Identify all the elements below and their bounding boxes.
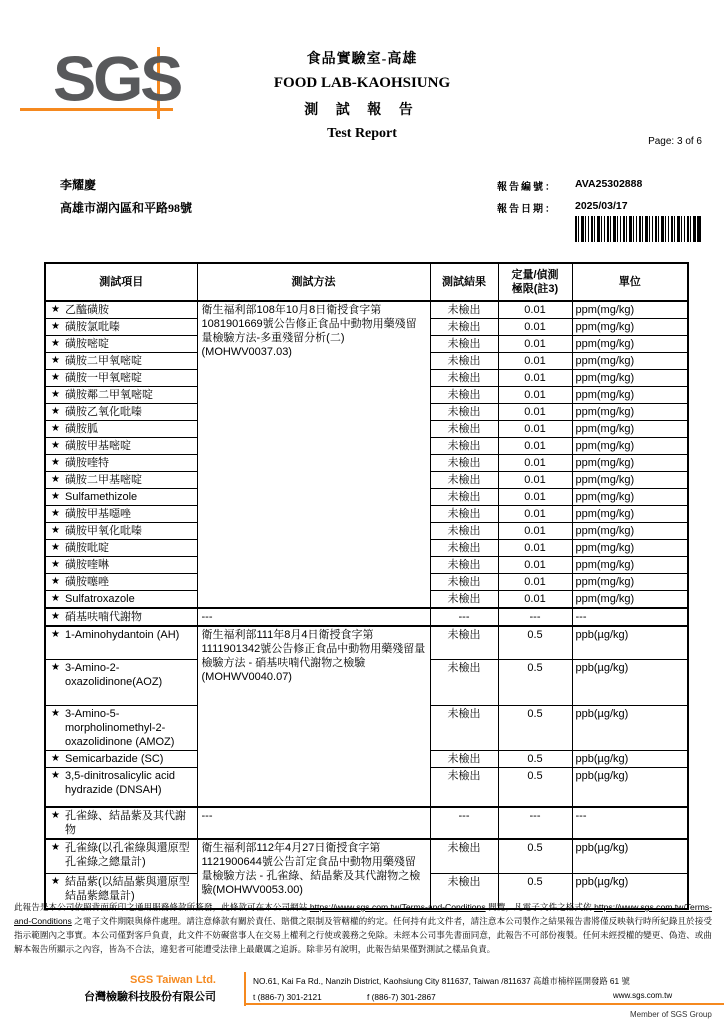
limit-header-line1: 定量/偵測	[511, 268, 559, 281]
result-cell: 未檢出	[430, 506, 498, 523]
test-item-cell: ★ 乙醯磺胺	[45, 301, 197, 319]
terms-link: https://www.sgs.com.tw/Terms-and-Conditions	[14, 902, 713, 926]
result-cell: 未檢出	[430, 873, 498, 909]
test-item-cell: ★ 磺胺乙氧化吡嗪	[45, 404, 197, 421]
unit-cell: ppm(mg/kg)	[572, 387, 688, 404]
unit-cell: ppb(µg/kg)	[572, 626, 688, 659]
result-cell: 未檢出	[430, 404, 498, 421]
lab-name-en: FOOD LAB-KAOHSIUNG	[273, 75, 451, 91]
test-method-cell: 衛生福利部112年4月27日衛授食字第1121900644號公告訂定食品中動物用藥殘留量檢驗方法 - 孔雀綠、結晶紫及其代謝物之檢驗(MOHWV0053.00)	[197, 839, 430, 909]
star-icon: ★	[51, 508, 60, 519]
star-icon: ★	[51, 611, 60, 622]
unit-cell: ppm(mg/kg)	[572, 336, 688, 353]
star-icon: ★	[51, 576, 60, 587]
result-cell: 未檢出	[430, 626, 498, 659]
results-table	[44, 262, 689, 910]
results-table-body	[45, 301, 688, 909]
company-name-zh: 台灣檢驗科技股份有限公司	[84, 991, 216, 1003]
star-icon: ★	[51, 304, 60, 315]
test-item-cell: ★ 磺胺一甲氧嘧啶	[45, 370, 197, 387]
limit-cell: 0.01	[498, 489, 572, 506]
result-cell: 未檢出	[430, 523, 498, 540]
unit-cell: ppm(mg/kg)	[572, 421, 688, 438]
test-item-cell: ★ 磺胺噻唑	[45, 574, 197, 591]
limit-cell: 0.01	[498, 574, 572, 591]
star-icon: ★	[51, 440, 60, 451]
star-icon: ★	[51, 338, 60, 349]
test-item-cell: ★ Sulfatroxazole	[45, 591, 197, 609]
result-cell: 未檢出	[430, 705, 498, 750]
limit-cell: 0.5	[498, 767, 572, 807]
unit-cell: ppb(µg/kg)	[572, 750, 688, 767]
unit-cell: ppm(mg/kg)	[572, 455, 688, 472]
star-icon: ★	[51, 491, 60, 502]
star-icon: ★	[51, 875, 60, 887]
test-item-cell: ★ 硝基呋喃代謝物	[45, 608, 197, 626]
sgs-logo-text: SGS	[53, 43, 181, 115]
limit-cell: 0.5	[498, 750, 572, 767]
test-method-cell: 衛生福利部108年10月8日衛授食字第1081901669號公告修正食品中動物用藥殘留量檢驗方法-多重殘留分析(二)(MOHWV0037.03)	[197, 301, 430, 608]
table-row	[45, 626, 688, 659]
result-cell: 未檢出	[430, 455, 498, 472]
unit-cell: ppm(mg/kg)	[572, 472, 688, 489]
sgs-logo	[20, 40, 190, 130]
company-name-en: SGS Taiwan Ltd.	[130, 974, 216, 986]
test-item-cell: ★ 磺胺胍	[45, 421, 197, 438]
table-header-row	[45, 263, 688, 301]
unit-cell: ppm(mg/kg)	[572, 370, 688, 387]
star-icon: ★	[51, 423, 60, 434]
limit-cell: 0.01	[498, 387, 572, 404]
bottom-bar	[0, 972, 724, 1024]
limit-cell: 0.01	[498, 336, 572, 353]
unit-cell: ---	[572, 807, 688, 839]
result-cell: 未檢出	[430, 353, 498, 370]
result-cell: ---	[430, 608, 498, 626]
test-item-cell: ★ 1-Aminohydantoin (AH)	[45, 626, 197, 659]
test-item-cell: ★ Sulfamethizole	[45, 489, 197, 506]
client-name: 李耀慶	[60, 178, 97, 192]
star-icon: ★	[51, 752, 60, 764]
star-icon: ★	[51, 372, 60, 383]
report-title-zh: 測 試 報 告	[304, 103, 420, 118]
report-barcode	[575, 216, 701, 242]
unit-cell: ppm(mg/kg)	[572, 574, 688, 591]
star-icon: ★	[51, 457, 60, 468]
result-cell: 未檢出	[430, 750, 498, 767]
star-icon: ★	[51, 406, 60, 417]
result-cell: 未檢出	[430, 767, 498, 807]
test-item-cell: ★ 磺胺二甲氧嘧啶	[45, 353, 197, 370]
legal-text-part3: 之電子文件期限與條件處理。請注意條款有關於責任、賠償之限制及管轄權的約定。任何持有此文件者，請注意本公司製作之結果報告書將僅反映執行時所紀錄且於接受指示範圍內之事實。本公司僅對客戶負責，此文件不妨礙當事人在交易上權利之行使或義務之免除。未經本公司事先書面同意，此報告不可部份複製。任何未經授權的變更、偽造、或曲解本報告所顯示之內容，皆為不合法，違犯者可能遭受法律上最嚴厲之追訴。除非另有說明，此報告結果僅對測試之樣品負責。	[14, 915, 712, 954]
limit-cell: 0.01	[498, 506, 572, 523]
unit-cell: ppb(µg/kg)	[572, 839, 688, 873]
company-website: www.sgs.com.tw	[613, 991, 673, 1000]
lab-name-zh: 食品實驗室-高雄	[306, 52, 418, 67]
unit-cell: ppm(mg/kg)	[572, 523, 688, 540]
limit-cell: 0.01	[498, 421, 572, 438]
column-header-test-result: 測試結果	[430, 263, 498, 301]
report-title-en: Test Report	[327, 126, 397, 141]
star-icon: ★	[51, 707, 60, 719]
test-method-cell: ---	[197, 807, 430, 839]
table-row	[45, 608, 688, 626]
unit-cell: ppm(mg/kg)	[572, 591, 688, 609]
limit-cell: ---	[498, 807, 572, 839]
test-item-cell: ★ 磺胺吡啶	[45, 540, 197, 557]
result-cell: 未檢出	[430, 574, 498, 591]
result-cell: 未檢出	[430, 319, 498, 336]
result-cell: 未檢出	[430, 387, 498, 404]
report-date-value: 2025/03/17	[575, 200, 628, 212]
unit-cell: ppm(mg/kg)	[572, 506, 688, 523]
limit-cell: 0.01	[498, 557, 572, 574]
test-method-cell: 衛生福利部111年8月4日衛授食字第1111901342號公告修正食品中動物用藥殘留量檢驗方法 - 硝基呋喃代謝物之檢驗(MOHWV0040.07)	[197, 626, 430, 807]
unit-cell: ppm(mg/kg)	[572, 540, 688, 557]
test-item-cell: ★ 磺胺鄰二甲氧嘧啶	[45, 387, 197, 404]
result-cell: 未檢出	[430, 659, 498, 705]
result-cell: 未檢出	[430, 438, 498, 455]
limit-cell: 0.01	[498, 438, 572, 455]
limit-cell: 0.01	[498, 319, 572, 336]
star-icon: ★	[51, 542, 60, 553]
test-item-cell: ★ 磺胺氯吡嗪	[45, 319, 197, 336]
limit-cell: 0.01	[498, 540, 572, 557]
result-cell: 未檢出	[430, 839, 498, 873]
limit-cell: 0.5	[498, 659, 572, 705]
results-table-wrap	[44, 262, 687, 910]
star-icon: ★	[51, 525, 60, 536]
test-method-cell: ---	[197, 608, 430, 626]
test-item-cell: ★ 磺胺嘧啶	[45, 336, 197, 353]
star-icon: ★	[51, 769, 60, 781]
unit-cell: ppm(mg/kg)	[572, 557, 688, 574]
star-icon: ★	[51, 629, 60, 640]
test-item-cell: ★ 磺胺二甲基嘧啶	[45, 472, 197, 489]
unit-cell: ppb(µg/kg)	[572, 873, 688, 909]
limit-cell: 0.01	[498, 353, 572, 370]
limit-cell: 0.01	[498, 370, 572, 387]
limit-cell: 0.5	[498, 626, 572, 659]
unit-cell: ppm(mg/kg)	[572, 319, 688, 336]
report-no-label: 報告編號：	[497, 182, 557, 193]
limit-header-line2: 極限(註3)	[511, 283, 559, 295]
test-item-cell: ★ 孔雀綠、結晶紫及其代謝物	[45, 807, 197, 839]
result-cell: 未檢出	[430, 557, 498, 574]
company-phone: t (886-7) 301-2121	[253, 992, 322, 1002]
column-header-unit: 單位	[572, 263, 688, 301]
client-block	[60, 176, 192, 216]
star-icon: ★	[51, 810, 60, 821]
client-address: 高雄市湖內區和平路98號	[60, 201, 193, 215]
test-item-cell: ★ 結晶紫(以結晶紫與還原型結晶紫總量計)	[45, 873, 197, 909]
legal-disclaimer	[14, 901, 712, 957]
table-row	[45, 839, 688, 873]
limit-cell: 0.01	[498, 591, 572, 609]
unit-cell: ppm(mg/kg)	[572, 438, 688, 455]
star-icon: ★	[51, 842, 60, 853]
result-cell: 未檢出	[430, 540, 498, 557]
company-fax: f (886-7) 301-2867	[367, 992, 436, 1002]
legal-text-part2: 閱覽，凡電子文件之格式依	[485, 902, 595, 912]
test-item-cell: ★ 磺胺甲基噁唑	[45, 506, 197, 523]
terms-link: https://www.sgs.com.tw/Terms-and-Conditions	[309, 902, 486, 912]
unit-cell: ppm(mg/kg)	[572, 404, 688, 421]
result-cell: 未檢出	[430, 421, 498, 438]
limit-cell: 0.01	[498, 523, 572, 540]
unit-cell: ppm(mg/kg)	[572, 353, 688, 370]
member-of-sgs-group: Member of SGS Group	[630, 1010, 712, 1019]
test-item-cell: ★ 磺胺喹啉	[45, 557, 197, 574]
limit-cell: 0.01	[498, 455, 572, 472]
unit-cell: ppm(mg/kg)	[572, 489, 688, 506]
star-icon: ★	[51, 474, 60, 485]
table-row	[45, 301, 688, 319]
test-item-cell: ★ 3-Amino-2-oxazolidinone(AOZ)	[45, 659, 197, 705]
table-row	[45, 807, 688, 839]
star-icon: ★	[51, 661, 60, 673]
limit-cell: 0.5	[498, 839, 572, 873]
result-cell: 未檢出	[430, 489, 498, 506]
star-icon: ★	[51, 355, 60, 366]
result-cell: 未檢出	[430, 336, 498, 353]
column-header-test-method: 測試方法	[197, 263, 430, 301]
test-item-cell: ★ 磺胺甲基嘧啶	[45, 438, 197, 455]
limit-cell: 0.01	[498, 301, 572, 319]
star-icon: ★	[51, 593, 60, 604]
test-item-cell: ★ Semicarbazide (SC)	[45, 750, 197, 767]
result-cell: ---	[430, 807, 498, 839]
unit-cell: ppm(mg/kg)	[572, 301, 688, 319]
result-cell: 未檢出	[430, 301, 498, 319]
unit-cell: ppb(µg/kg)	[572, 767, 688, 807]
bottom-bar-horizontal-rule	[244, 1003, 724, 1005]
title-block	[182, 48, 542, 142]
limit-cell: ---	[498, 608, 572, 626]
result-cell: 未檢出	[430, 472, 498, 489]
test-item-cell: ★ 3,5-dinitrosalicylic acid hydrazide (DNSAH)	[45, 767, 197, 807]
test-item-cell: ★ 磺胺喹特	[45, 455, 197, 472]
page-number: Page: 3 of 6	[648, 136, 702, 147]
unit-cell: ppb(µg/kg)	[572, 705, 688, 750]
column-header-detection-limit	[498, 263, 572, 301]
unit-cell: ppb(µg/kg)	[572, 659, 688, 705]
test-item-cell: ★ 磺胺甲氧化吡嗪	[45, 523, 197, 540]
company-address: NO.61, Kai Fa Rd., Nanzih District, Kaohsiung City 811637, Taiwan /811637 高雄市楠梓區開發路 61 號	[253, 976, 630, 986]
test-item-cell: ★ 孔雀綠(以孔雀綠與還原型孔雀綠之總量計)	[45, 839, 197, 873]
legal-text-part1: 此報告是本公司依照背面所印之通用服務條款所簽發，此條款可在本公司網站	[14, 902, 310, 912]
column-header-test-item: 測試項目	[45, 263, 197, 301]
star-icon: ★	[51, 559, 60, 570]
star-icon: ★	[51, 389, 60, 400]
limit-cell: 0.01	[498, 472, 572, 489]
report-date-label: 報告日期：	[497, 204, 557, 215]
result-cell: 未檢出	[430, 591, 498, 609]
result-cell: 未檢出	[430, 370, 498, 387]
limit-cell: 0.5	[498, 705, 572, 750]
limit-cell: 0.5	[498, 873, 572, 909]
star-icon: ★	[51, 321, 60, 332]
report-no-value: AVA25302888	[575, 178, 643, 190]
unit-cell: ---	[572, 608, 688, 626]
bottom-bar-vertical-divider	[244, 972, 246, 1006]
limit-cell: 0.01	[498, 404, 572, 421]
test-item-cell: ★ 3-Amino-5-morpholinomethyl-2-oxazolidinone (AMOZ)	[45, 705, 197, 750]
